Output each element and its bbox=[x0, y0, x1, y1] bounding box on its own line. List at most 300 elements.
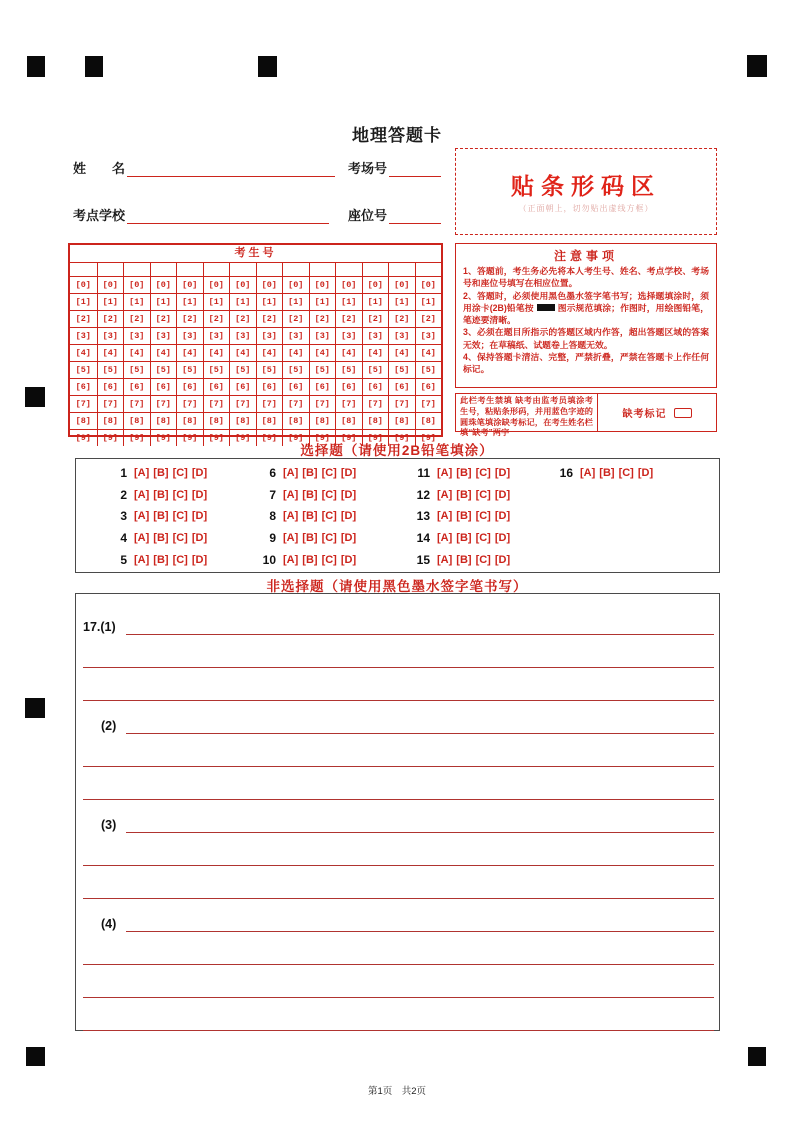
candidate-number-title: 考生号 bbox=[234, 247, 277, 259]
choice-option-bubble[interactable]: [A] bbox=[134, 510, 150, 523]
candidate-digit-bubble[interactable]: [9] bbox=[70, 429, 97, 446]
choice-question-number: 7 bbox=[269, 487, 276, 502]
candidate-digit-bubble[interactable]: [1] bbox=[388, 293, 415, 310]
answer-line[interactable] bbox=[83, 1030, 714, 1031]
candidate-digit-write-cell[interactable] bbox=[150, 262, 177, 276]
candidate-grid-row bbox=[70, 276, 441, 293]
choice-option-bubble[interactable]: [B] bbox=[302, 554, 318, 567]
candidate-digit-write-cell[interactable] bbox=[282, 262, 309, 276]
notice-items bbox=[456, 264, 716, 376]
candidate-digit-write-cell[interactable] bbox=[123, 262, 150, 276]
candidate-digit-bubble[interactable]: [4] bbox=[176, 344, 203, 361]
choice-answer-grid bbox=[75, 458, 720, 573]
answer-line[interactable] bbox=[126, 931, 714, 932]
absent-mark-label: 缺考标记 bbox=[622, 409, 667, 420]
candidate-digit-bubble[interactable]: [1] bbox=[150, 293, 177, 310]
absent-box bbox=[455, 393, 717, 438]
candidate-digit-bubble[interactable]: [3] bbox=[388, 327, 415, 344]
candidate-digit-bubble[interactable]: [3] bbox=[229, 327, 256, 344]
candidate-digit-bubble[interactable]: [3] bbox=[362, 327, 389, 344]
candidate-digit-bubble[interactable]: [5] bbox=[335, 361, 362, 378]
exam-room-field bbox=[348, 158, 441, 174]
candidate-digit-bubble[interactable]: [0] bbox=[362, 276, 389, 293]
candidate-digit-bubble[interactable]: [9] bbox=[282, 429, 309, 446]
choice-option-bubble[interactable]: [D] bbox=[340, 554, 357, 567]
candidate-digit-bubble[interactable]: [7] bbox=[388, 395, 415, 412]
candidate-digit-bubble[interactable]: [7] bbox=[97, 395, 124, 412]
answer-line[interactable] bbox=[83, 667, 714, 668]
candidate-digit-bubble[interactable]: [6] bbox=[282, 378, 309, 395]
choice-section-title: 选择题（请使用2B铅笔填涂） bbox=[300, 443, 494, 458]
candidate-digit-bubble[interactable]: [7] bbox=[176, 395, 203, 412]
choice-option-bubble[interactable]: [C] bbox=[321, 532, 337, 545]
candidate-digit-bubble[interactable]: [1] bbox=[309, 293, 336, 310]
candidate-digit-write-cell[interactable] bbox=[176, 262, 203, 276]
candidate-digit-bubble[interactable]: [4] bbox=[203, 344, 230, 361]
choice-column bbox=[404, 462, 514, 571]
choice-option-bubble[interactable]: [A] bbox=[283, 510, 299, 523]
candidate-digit-bubble[interactable]: [2] bbox=[123, 310, 150, 327]
candidate-digit-bubble[interactable]: [7] bbox=[415, 395, 442, 412]
timing-mark bbox=[25, 698, 45, 718]
choice-question-number: 11 bbox=[417, 465, 430, 480]
candidate-digit-bubble[interactable]: [8] bbox=[150, 412, 177, 429]
candidate-digit-bubble[interactable]: [0] bbox=[335, 276, 362, 293]
candidate-digit-bubble[interactable]: [6] bbox=[256, 378, 283, 395]
choice-option-bubble[interactable]: [C] bbox=[321, 488, 337, 501]
candidate-digit-bubble[interactable]: [2] bbox=[415, 310, 442, 327]
candidate-digit-bubble[interactable]: [3] bbox=[70, 327, 97, 344]
candidate-digit-bubble[interactable]: [7] bbox=[203, 395, 230, 412]
candidate-digit-bubble[interactable]: [2] bbox=[282, 310, 309, 327]
candidate-digit-bubble[interactable]: [7] bbox=[70, 395, 97, 412]
candidate-digit-bubble[interactable]: [4] bbox=[415, 344, 442, 361]
candidate-digit-bubble[interactable]: [5] bbox=[256, 361, 283, 378]
choice-question-row bbox=[404, 506, 514, 528]
candidate-digit-bubble[interactable]: [8] bbox=[123, 412, 150, 429]
page-title: 地理答题卡 bbox=[352, 126, 442, 145]
choice-option-bubble[interactable]: [B] bbox=[153, 554, 169, 567]
choice-column bbox=[250, 462, 360, 571]
choice-option-bubble[interactable]: [C] bbox=[475, 554, 491, 567]
choice-option-bubble[interactable]: [D] bbox=[494, 488, 511, 501]
candidate-grid-write-row bbox=[70, 262, 441, 276]
choice-question-number: 1 bbox=[120, 465, 127, 480]
candidate-digit-bubble[interactable]: [8] bbox=[70, 412, 97, 429]
candidate-digit-bubble[interactable]: [9] bbox=[415, 429, 442, 446]
candidate-digit-bubble[interactable]: [5] bbox=[282, 361, 309, 378]
candidate-digit-bubble[interactable]: [7] bbox=[362, 395, 389, 412]
candidate-digit-bubble[interactable]: [4] bbox=[97, 344, 124, 361]
candidate-grid-row bbox=[70, 327, 441, 344]
choice-question-number: 3 bbox=[120, 509, 127, 524]
candidate-digit-bubble[interactable]: [3] bbox=[150, 327, 177, 344]
candidate-digit-write-cell[interactable] bbox=[97, 262, 124, 276]
timing-mark bbox=[26, 1047, 45, 1066]
choice-question-row bbox=[404, 484, 514, 506]
choice-option-bubble[interactable]: [A] bbox=[283, 532, 299, 545]
answer-line[interactable] bbox=[83, 997, 714, 998]
choice-option-bubble[interactable]: [B] bbox=[456, 488, 472, 501]
candidate-digit-bubble[interactable]: [5] bbox=[203, 361, 230, 378]
answer-line[interactable] bbox=[126, 733, 714, 734]
answer-line[interactable] bbox=[83, 964, 714, 965]
answer-line[interactable] bbox=[126, 832, 714, 833]
choice-option-bubble[interactable]: [B] bbox=[153, 466, 169, 479]
absent-mark-bubble[interactable] bbox=[674, 408, 692, 418]
choice-option-bubble[interactable]: [C] bbox=[321, 466, 337, 479]
candidate-digit-bubble[interactable]: [4] bbox=[123, 344, 150, 361]
choice-option-bubble[interactable]: [C] bbox=[475, 532, 491, 545]
candidate-digit-bubble[interactable]: [4] bbox=[309, 344, 336, 361]
choice-question-row bbox=[250, 527, 360, 549]
school-input-line[interactable] bbox=[127, 210, 329, 224]
candidate-digit-bubble[interactable]: [0] bbox=[123, 276, 150, 293]
choice-option-bubble[interactable]: [B] bbox=[302, 510, 318, 523]
answer-line[interactable] bbox=[126, 634, 714, 635]
candidate-digit-bubble[interactable]: [5] bbox=[362, 361, 389, 378]
candidate-digit-bubble[interactable]: [6] bbox=[309, 378, 336, 395]
candidate-digit-bubble[interactable]: [6] bbox=[203, 378, 230, 395]
candidate-digit-bubble[interactable]: [9] bbox=[229, 429, 256, 446]
candidate-digit-bubble[interactable]: [8] bbox=[309, 412, 336, 429]
candidate-digit-bubble[interactable]: [3] bbox=[176, 327, 203, 344]
choice-option-bubble[interactable]: [C] bbox=[321, 510, 337, 523]
choice-option-bubble[interactable]: [A] bbox=[134, 488, 150, 501]
candidate-digit-bubble[interactable]: [2] bbox=[229, 310, 256, 327]
candidate-digit-bubble[interactable]: [3] bbox=[415, 327, 442, 344]
candidate-grid-row bbox=[70, 344, 441, 361]
candidate-digit-bubble[interactable]: [5] bbox=[229, 361, 256, 378]
choice-option-bubble[interactable]: [C] bbox=[321, 554, 337, 567]
candidate-digit-bubble[interactable]: [8] bbox=[97, 412, 124, 429]
choice-option-bubble[interactable]: [C] bbox=[172, 510, 188, 523]
choice-question-row bbox=[250, 484, 360, 506]
candidate-digit-bubble[interactable]: [1] bbox=[256, 293, 283, 310]
candidate-digit-bubble[interactable]: [6] bbox=[176, 378, 203, 395]
candidate-digit-bubble[interactable]: [9] bbox=[388, 429, 415, 446]
candidate-digit-bubble[interactable]: [5] bbox=[123, 361, 150, 378]
candidate-digit-bubble[interactable]: [1] bbox=[362, 293, 389, 310]
candidate-digit-bubble[interactable]: [1] bbox=[415, 293, 442, 310]
candidate-digit-bubble[interactable]: [1] bbox=[282, 293, 309, 310]
choice-option-bubble[interactable]: [C] bbox=[172, 554, 188, 567]
candidate-digit-bubble[interactable]: [7] bbox=[335, 395, 362, 412]
choice-option-bubble[interactable]: [D] bbox=[637, 466, 654, 479]
choice-question-number: 13 bbox=[416, 509, 430, 524]
choice-question-row bbox=[101, 462, 211, 484]
candidate-digit-bubble[interactable]: [0] bbox=[388, 276, 415, 293]
choice-option-bubble[interactable]: [A] bbox=[283, 488, 299, 501]
choice-option-bubble[interactable]: [D] bbox=[494, 532, 511, 545]
choice-option-bubble[interactable]: [A] bbox=[437, 466, 453, 479]
candidate-digit-bubble[interactable]: [4] bbox=[362, 344, 389, 361]
candidate-digit-bubble[interactable]: [0] bbox=[176, 276, 203, 293]
candidate-digit-bubble[interactable]: [2] bbox=[256, 310, 283, 327]
choice-question-number: 10 bbox=[262, 553, 276, 568]
candidate-digit-bubble[interactable]: [6] bbox=[97, 378, 124, 395]
subquestion-label: (4) bbox=[101, 917, 117, 931]
candidate-digit-bubble[interactable]: [2] bbox=[335, 310, 362, 327]
candidate-digit-bubble[interactable]: [6] bbox=[123, 378, 150, 395]
candidate-grid-row bbox=[70, 293, 441, 310]
candidate-digit-bubble[interactable]: [0] bbox=[229, 276, 256, 293]
candidate-digit-bubble[interactable]: [2] bbox=[97, 310, 124, 327]
choice-option-bubble[interactable]: [D] bbox=[340, 488, 357, 501]
notice-title: 注意事项 bbox=[553, 249, 618, 263]
candidate-digit-bubble[interactable]: [1] bbox=[70, 293, 97, 310]
candidate-digit-bubble[interactable]: [6] bbox=[150, 378, 177, 395]
candidate-digit-bubble[interactable]: [8] bbox=[229, 412, 256, 429]
timing-mark bbox=[747, 55, 767, 77]
candidate-digit-write-cell[interactable] bbox=[309, 262, 336, 276]
candidate-digit-bubble[interactable]: [3] bbox=[256, 327, 283, 344]
candidate-digit-bubble[interactable]: [7] bbox=[123, 395, 150, 412]
candidate-digit-bubble[interactable]: [0] bbox=[203, 276, 230, 293]
choice-question-row bbox=[250, 506, 360, 528]
candidate-digit-bubble[interactable]: [9] bbox=[176, 429, 203, 446]
essay-answer-area bbox=[75, 593, 720, 1031]
candidate-digit-bubble[interactable]: [9] bbox=[97, 429, 124, 446]
candidate-digit-write-cell[interactable] bbox=[335, 262, 362, 276]
answer-line[interactable] bbox=[83, 766, 714, 767]
candidate-grid-row bbox=[70, 310, 441, 327]
choice-option-bubble[interactable]: [C] bbox=[475, 466, 491, 479]
candidate-digit-bubble[interactable]: [4] bbox=[256, 344, 283, 361]
candidate-digit-bubble[interactable]: [0] bbox=[150, 276, 177, 293]
fill-example-mark bbox=[537, 304, 555, 311]
candidate-digit-bubble[interactable]: [7] bbox=[282, 395, 309, 412]
choice-option-bubble[interactable]: [A] bbox=[134, 554, 150, 567]
candidate-digit-bubble[interactable]: [6] bbox=[70, 378, 97, 395]
choice-question-number: 9 bbox=[269, 531, 276, 546]
candidate-digit-bubble[interactable]: [2] bbox=[388, 310, 415, 327]
candidate-digit-bubble[interactable]: [6] bbox=[415, 378, 442, 395]
candidate-digit-write-cell[interactable] bbox=[415, 262, 442, 276]
candidate-digit-bubble[interactable]: [8] bbox=[362, 412, 389, 429]
candidate-digit-bubble[interactable]: [7] bbox=[309, 395, 336, 412]
candidate-digit-bubble[interactable]: [9] bbox=[150, 429, 177, 446]
choice-question-number: 15 bbox=[416, 553, 430, 568]
choice-option-bubble[interactable]: [D] bbox=[340, 466, 357, 479]
candidate-digit-bubble[interactable]: [8] bbox=[282, 412, 309, 429]
choice-option-bubble[interactable]: [D] bbox=[191, 510, 208, 523]
candidate-grid-row bbox=[70, 378, 441, 395]
choice-option-bubble[interactable]: [A] bbox=[134, 466, 150, 479]
timing-mark bbox=[27, 56, 45, 77]
candidate-digit-bubble[interactable]: [0] bbox=[415, 276, 442, 293]
barcode-paste-area[interactable] bbox=[455, 148, 717, 235]
choice-option-bubble[interactable]: [B] bbox=[153, 532, 169, 545]
candidate-digit-bubble[interactable]: [0] bbox=[70, 276, 97, 293]
choice-question-row bbox=[404, 462, 514, 484]
choice-option-bubble[interactable]: [D] bbox=[191, 466, 208, 479]
candidate-digit-bubble[interactable]: [5] bbox=[415, 361, 442, 378]
candidate-digit-bubble[interactable]: [3] bbox=[282, 327, 309, 344]
answer-line[interactable] bbox=[83, 898, 714, 899]
seat-input-line[interactable] bbox=[389, 210, 441, 224]
candidate-digit-bubble[interactable]: [6] bbox=[229, 378, 256, 395]
choice-option-bubble[interactable]: [C] bbox=[172, 466, 188, 479]
choice-option-bubble[interactable]: [B] bbox=[302, 488, 318, 501]
candidate-digit-bubble[interactable]: [3] bbox=[203, 327, 230, 344]
candidate-digit-bubble[interactable]: [0] bbox=[282, 276, 309, 293]
candidate-digit-bubble[interactable]: [7] bbox=[229, 395, 256, 412]
candidate-digit-bubble[interactable]: [4] bbox=[229, 344, 256, 361]
candidate-digit-bubble[interactable]: [1] bbox=[203, 293, 230, 310]
seat-field bbox=[348, 205, 441, 221]
candidate-digit-write-cell[interactable] bbox=[229, 262, 256, 276]
candidate-digit-bubble[interactable]: [6] bbox=[362, 378, 389, 395]
candidate-digit-bubble[interactable]: [1] bbox=[335, 293, 362, 310]
candidate-digit-bubble[interactable]: [0] bbox=[97, 276, 124, 293]
choice-option-bubble[interactable]: [A] bbox=[283, 554, 299, 567]
candidate-digit-bubble[interactable]: [8] bbox=[415, 412, 442, 429]
choice-question-row bbox=[250, 549, 360, 571]
choice-question-row bbox=[547, 462, 657, 484]
choice-option-bubble[interactable]: [B] bbox=[302, 532, 318, 545]
choice-option-bubble[interactable]: [D] bbox=[340, 532, 357, 545]
choice-option-bubble[interactable]: [C] bbox=[172, 532, 188, 545]
candidate-digit-write-cell[interactable] bbox=[362, 262, 389, 276]
candidate-digit-bubble[interactable]: [8] bbox=[203, 412, 230, 429]
candidate-digit-bubble[interactable]: [7] bbox=[256, 395, 283, 412]
candidate-digit-write-cell[interactable] bbox=[256, 262, 283, 276]
candidate-digit-bubble[interactable]: [9] bbox=[203, 429, 230, 446]
choice-option-bubble[interactable]: [A] bbox=[437, 488, 453, 501]
choice-option-bubble[interactable]: [B] bbox=[456, 466, 472, 479]
candidate-digit-bubble[interactable]: [2] bbox=[176, 310, 203, 327]
candidate-digit-bubble[interactable]: [5] bbox=[309, 361, 336, 378]
notice-item: 3、必须在题目所指示的答题区域内作答，超出答题区域的答案无效；在草稿纸、试题卷上答题无效。 bbox=[463, 327, 709, 350]
candidate-digit-bubble[interactable]: [8] bbox=[335, 412, 362, 429]
candidate-grid-row bbox=[70, 395, 441, 412]
candidate-digit-bubble[interactable]: [4] bbox=[335, 344, 362, 361]
candidate-digit-bubble[interactable]: [2] bbox=[70, 310, 97, 327]
exam-room-input-line[interactable] bbox=[389, 163, 441, 177]
candidate-digit-bubble[interactable]: [0] bbox=[256, 276, 283, 293]
candidate-digit-bubble[interactable]: [5] bbox=[70, 361, 97, 378]
choice-option-bubble[interactable]: [A] bbox=[134, 532, 150, 545]
candidate-digit-bubble[interactable]: [8] bbox=[256, 412, 283, 429]
candidate-digit-bubble[interactable]: [9] bbox=[309, 429, 336, 446]
candidate-digit-write-cell[interactable] bbox=[203, 262, 230, 276]
candidate-digit-bubble[interactable]: [4] bbox=[70, 344, 97, 361]
choice-column bbox=[101, 462, 211, 571]
candidate-digit-bubble[interactable]: [0] bbox=[309, 276, 336, 293]
choice-option-bubble[interactable]: [B] bbox=[153, 510, 169, 523]
candidate-digit-bubble[interactable]: [3] bbox=[97, 327, 124, 344]
candidate-digit-bubble[interactable]: [5] bbox=[388, 361, 415, 378]
answer-line[interactable] bbox=[83, 799, 714, 800]
candidate-digit-bubble[interactable]: [9] bbox=[335, 429, 362, 446]
choice-option-bubble[interactable]: [B] bbox=[456, 554, 472, 567]
candidate-digit-bubble[interactable]: [2] bbox=[362, 310, 389, 327]
choice-option-bubble[interactable]: [A] bbox=[580, 466, 596, 479]
timing-mark bbox=[748, 1047, 766, 1066]
choice-option-bubble[interactable]: [D] bbox=[191, 488, 208, 501]
candidate-digit-bubble[interactable]: [5] bbox=[97, 361, 124, 378]
choice-question-row bbox=[101, 527, 211, 549]
candidate-digit-bubble[interactable]: [9] bbox=[256, 429, 283, 446]
candidate-digit-bubble[interactable]: [5] bbox=[150, 361, 177, 378]
choice-option-bubble[interactable]: [C] bbox=[475, 510, 491, 523]
school-label: 考点学校 bbox=[73, 208, 126, 223]
candidate-digit-bubble[interactable]: [2] bbox=[150, 310, 177, 327]
choice-option-bubble[interactable]: [D] bbox=[494, 554, 511, 567]
candidate-digit-bubble[interactable]: [3] bbox=[309, 327, 336, 344]
candidate-digit-bubble[interactable]: [1] bbox=[176, 293, 203, 310]
choice-question-number: 4 bbox=[120, 531, 127, 546]
candidate-digit-bubble[interactable]: [3] bbox=[123, 327, 150, 344]
choice-option-bubble[interactable]: [D] bbox=[191, 554, 208, 567]
answer-line[interactable] bbox=[83, 865, 714, 866]
choice-option-bubble[interactable]: [C] bbox=[475, 488, 491, 501]
choice-option-bubble[interactable]: [A] bbox=[437, 532, 453, 545]
candidate-digit-bubble[interactable]: [4] bbox=[150, 344, 177, 361]
candidate-digit-bubble[interactable]: [3] bbox=[335, 327, 362, 344]
choice-option-bubble[interactable]: [C] bbox=[618, 466, 634, 479]
choice-option-bubble[interactable]: [B] bbox=[599, 466, 615, 479]
subquestion-label: (2) bbox=[101, 719, 117, 733]
candidate-digit-bubble[interactable]: [8] bbox=[176, 412, 203, 429]
notice-item: 1、答题前，考生务必先将本人考生号、姓名、考点学校、考场号和座位号填写在相应位置。 bbox=[463, 266, 709, 289]
notice-item: 4、保持答题卡清洁、完整，严禁折叠，严禁在答题卡上作任何标记。 bbox=[463, 352, 709, 375]
name-input-line[interactable] bbox=[127, 163, 335, 177]
candidate-digit-bubble[interactable]: [1] bbox=[229, 293, 256, 310]
candidate-digit-bubble[interactable]: [2] bbox=[309, 310, 336, 327]
choice-option-bubble[interactable]: [B] bbox=[456, 510, 472, 523]
candidate-digit-bubble[interactable]: [9] bbox=[123, 429, 150, 446]
candidate-digit-bubble[interactable]: [4] bbox=[282, 344, 309, 361]
candidate-digit-bubble[interactable]: [2] bbox=[203, 310, 230, 327]
choice-option-bubble[interactable]: [A] bbox=[437, 510, 453, 523]
candidate-digit-write-cell[interactable] bbox=[70, 262, 97, 276]
choice-option-bubble[interactable]: [D] bbox=[494, 466, 511, 479]
choice-option-bubble[interactable]: [D] bbox=[340, 510, 357, 523]
subquestion-label: 17.(1) bbox=[83, 620, 116, 634]
choice-option-bubble[interactable]: [B] bbox=[153, 488, 169, 501]
choice-option-bubble[interactable]: [B] bbox=[456, 532, 472, 545]
candidate-digit-bubble[interactable]: [6] bbox=[388, 378, 415, 395]
choice-option-bubble[interactable]: [A] bbox=[437, 554, 453, 567]
candidate-digit-write-cell[interactable] bbox=[388, 262, 415, 276]
candidate-digit-bubble[interactable]: [9] bbox=[362, 429, 389, 446]
candidate-digit-bubble[interactable]: [1] bbox=[123, 293, 150, 310]
candidate-number-grid bbox=[68, 243, 443, 443]
candidate-digit-bubble[interactable]: [5] bbox=[176, 361, 203, 378]
candidate-digit-bubble[interactable]: [6] bbox=[335, 378, 362, 395]
choice-option-bubble[interactable]: [A] bbox=[283, 466, 299, 479]
candidate-digit-bubble[interactable]: [4] bbox=[388, 344, 415, 361]
candidate-digit-bubble[interactable]: [8] bbox=[388, 412, 415, 429]
choice-question-row bbox=[101, 484, 211, 506]
choice-option-bubble[interactable]: [C] bbox=[172, 488, 188, 501]
choice-question-number: 12 bbox=[416, 487, 430, 502]
choice-question-number: 6 bbox=[269, 465, 276, 480]
candidate-digit-bubble[interactable]: [7] bbox=[150, 395, 177, 412]
notice-box bbox=[455, 243, 717, 388]
choice-option-bubble[interactable]: [D] bbox=[191, 532, 208, 545]
name-field bbox=[73, 158, 335, 174]
answer-line[interactable] bbox=[83, 700, 714, 701]
exam-room-label: 考场号 bbox=[348, 161, 388, 176]
choice-option-bubble[interactable]: [D] bbox=[494, 510, 511, 523]
choice-question-number: 2 bbox=[120, 487, 127, 502]
candidate-digit-bubble[interactable]: [1] bbox=[97, 293, 124, 310]
choice-option-bubble[interactable]: [B] bbox=[302, 466, 318, 479]
timing-mark bbox=[85, 56, 103, 77]
